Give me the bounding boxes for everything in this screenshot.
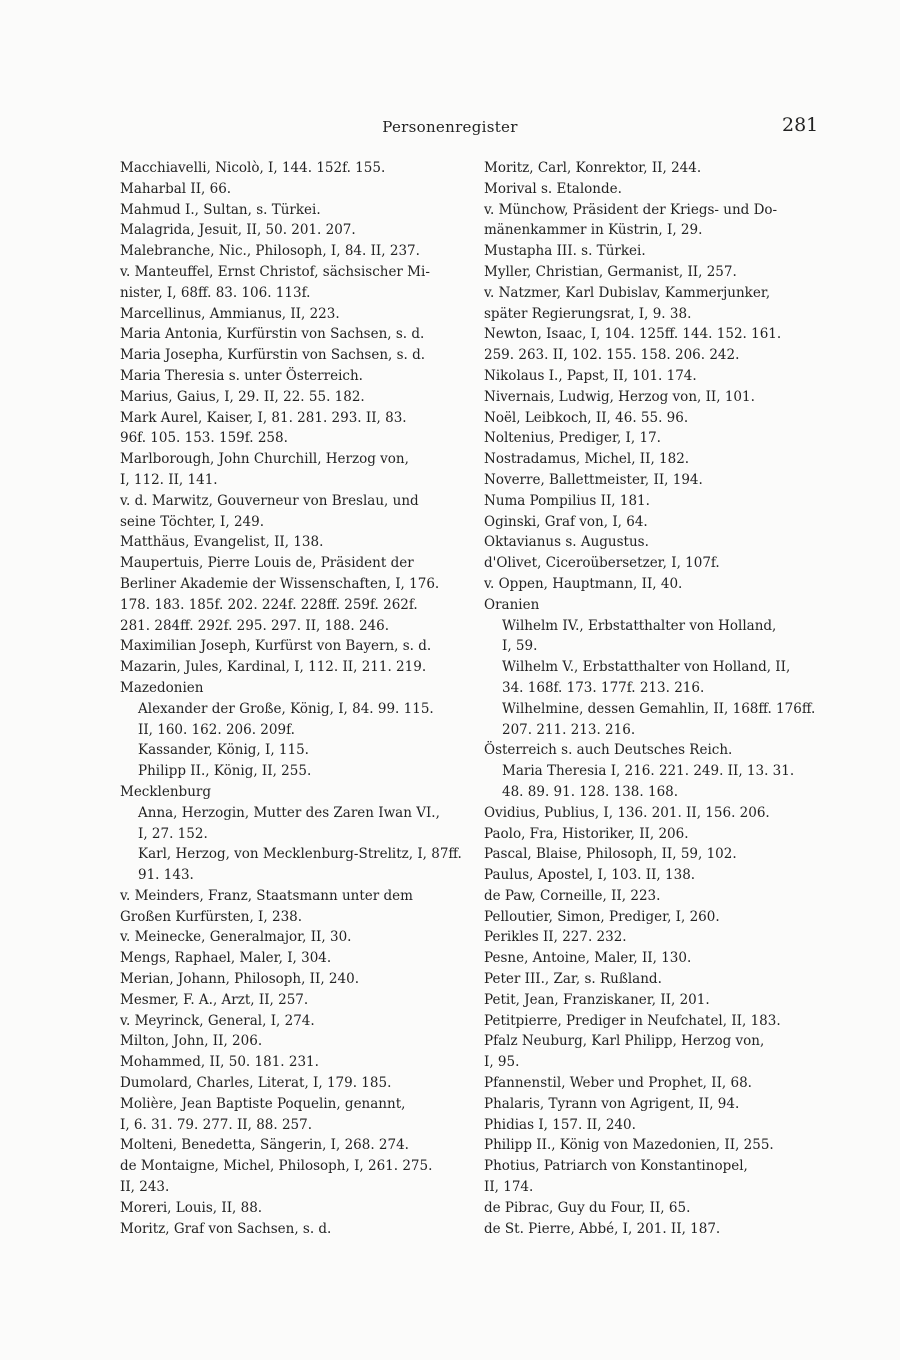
entry-continuation: später Regierungsrat, I, 9. 38.: [484, 305, 692, 322]
entry-text: Pfalz Neuburg, Karl Philipp, Herzog von,: [484, 1033, 765, 1050]
entry-text: de Montaigne, Michel, Philosoph, I, 261. 275.: [120, 1158, 433, 1175]
entry-continuation: 48. 89. 91. 128. 138. 168.: [502, 783, 679, 800]
entry-continuation: 178. 183. 185f. 202. 224f. 228ff. 259f. 262f.: [120, 596, 418, 613]
entry-text: v. Meyrinck, General, I, 274.: [120, 1012, 315, 1029]
index-entry: [484, 408, 814, 429]
index-entry: [120, 408, 470, 450]
entry-text: d'Olivet, Ciceroübersetzer, I, 107f.: [484, 555, 720, 572]
index-entry: [120, 158, 470, 179]
index-entry: [120, 678, 470, 699]
index-subentry: [120, 699, 470, 741]
index-entry: [484, 1011, 814, 1032]
index-entry: [120, 636, 470, 657]
entry-text: Moritz, Graf von Sachsen, s. d.: [120, 1220, 332, 1237]
index-entry: [120, 1219, 470, 1240]
entry-text: Wilhelm IV., Erbstatthalter von Holland,: [502, 617, 777, 634]
entry-text: Philipp II., König von Mazedonien, II, 255.: [484, 1137, 774, 1154]
index-entry: [120, 304, 470, 325]
entry-text: Noverre, Ballettmeister, II, 194.: [484, 471, 703, 488]
index-entry: [484, 574, 814, 595]
entry-text: Noltenius, Prediger, I, 17.: [484, 430, 661, 447]
entry-text: Mahmud I., Sultan, s. Türkei.: [120, 201, 321, 218]
index-entry: [484, 927, 814, 948]
index-entry: [484, 491, 814, 512]
entry-continuation: Berliner Akademie der Wissenschaften, I, 176.: [120, 575, 440, 592]
index-entry: [484, 907, 814, 928]
entry-text: Mesmer, F. A., Arzt, II, 257.: [120, 991, 309, 1008]
index-entry: [484, 241, 814, 262]
entry-text: Merian, Johann, Philosoph, II, 240.: [120, 971, 359, 988]
index-entry: [120, 366, 470, 387]
entry-text: Maupertuis, Pierre Louis de, Präsident der: [120, 555, 414, 572]
entry-continuation: I, 27. 152.: [138, 825, 208, 842]
index-entry: [120, 1135, 470, 1156]
index-entry: [120, 1011, 470, 1032]
index-column-left: [120, 158, 470, 1239]
page-number: 281: [782, 114, 819, 136]
entry-text: Photius, Patriarch von Konstantinopel,: [484, 1158, 748, 1175]
index-subentry: [120, 740, 470, 761]
index-entry: [484, 824, 814, 845]
index-entry: [484, 449, 814, 470]
index-entry: [484, 200, 814, 242]
entry-text: Phidias I, 157. II, 240.: [484, 1116, 636, 1133]
index-entry: [120, 532, 470, 553]
entry-text: Macchiavelli, Nicolò, I, 144. 152f. 155.: [120, 160, 386, 176]
index-entry: [484, 366, 814, 387]
index-entry: [484, 532, 814, 553]
entry-continuation: mänenkammer in Küstrin, I, 29.: [484, 222, 703, 239]
entry-text: v. d. Marwitz, Gouverneur von Breslau, und: [120, 492, 419, 509]
entry-text: Mark Aurel, Kaiser, I, 81. 281. 293. II, 83.: [120, 409, 407, 426]
entry-text: Matthäus, Evangelist, II, 138.: [120, 534, 324, 551]
entry-text: Petit, Jean, Franziskaner, II, 201.: [484, 991, 710, 1008]
index-entry: [484, 886, 814, 907]
entry-text: v. Oppen, Hauptmann, II, 40.: [484, 575, 683, 592]
entry-continuation: II, 243.: [120, 1179, 170, 1196]
index-entry: [120, 179, 470, 200]
entry-text: Marius, Gaius, I, 29. II, 22. 55. 182.: [120, 388, 365, 405]
entry-text: Nivernais, Ludwig, Herzog von, II, 101.: [484, 388, 755, 405]
entry-text: Oginski, Graf von, I, 64.: [484, 513, 648, 530]
index-entry: [120, 782, 470, 803]
entry-text: Maharbal II, 66.: [120, 180, 232, 197]
entry-text: Maria Theresia s. unter Österreich.: [120, 367, 363, 384]
entry-text: Myller, Christian, Germanist, II, 257.: [484, 263, 737, 280]
index-entry: [484, 990, 814, 1011]
entry-text: Moritz, Carl, Konrektor, II, 244.: [484, 160, 702, 176]
entry-text: Mengs, Raphael, Maler, I, 304.: [120, 950, 332, 967]
entry-text: Mustapha III. s. Türkei.: [484, 243, 646, 260]
entry-continuation: II, 160. 162. 206. 209f.: [138, 721, 295, 738]
entry-text: Noël, Leibkoch, II, 46. 55. 96.: [484, 409, 689, 426]
index-entry: [120, 1052, 470, 1073]
entry-continuation: 34. 168f. 173. 177f. 213. 216.: [502, 679, 705, 696]
index-entry: [484, 324, 814, 366]
entry-continuation: 207. 211. 213. 216.: [502, 721, 636, 738]
entry-continuation: Großen Kurfürsten, I, 238.: [120, 908, 303, 925]
index-entry: [484, 1031, 814, 1073]
entry-continuation: I, 6. 31. 79. 277. II, 88. 257.: [120, 1116, 313, 1133]
index-entry: [484, 740, 814, 761]
index-entry: [120, 200, 470, 221]
entry-text: Philipp II., König, II, 255.: [138, 763, 312, 780]
index-subentry: [484, 699, 814, 741]
index-entry: [484, 803, 814, 824]
index-entry: [484, 387, 814, 408]
entry-continuation: 96f. 105. 153. 159f. 258.: [120, 430, 288, 447]
index-entry: [484, 1115, 814, 1136]
entry-text: Oranien: [484, 596, 540, 613]
index-entry: [484, 262, 814, 283]
entry-continuation: I, 59.: [502, 638, 538, 655]
entry-text: de Paw, Corneille, II, 223.: [484, 887, 661, 904]
entry-text: Oktavianus s. Augustus.: [484, 534, 649, 551]
entry-text: Maria Josepha, Kurfürstin von Sachsen, s. d.: [120, 347, 426, 364]
entry-text: Mazarin, Jules, Kardinal, I, 112. II, 211. 219.: [120, 659, 427, 676]
entry-text: Ovidius, Publius, I, 136. 201. II, 156. 206.: [484, 804, 770, 821]
index-subentry: [484, 657, 814, 699]
index-subentry: [484, 616, 814, 658]
entry-continuation: 91. 143.: [138, 867, 194, 884]
entry-text: Pelloutier, Simon, Prediger, I, 260.: [484, 908, 720, 925]
entry-text: Petitpierre, Prediger in Neufchatel, II, 183.: [484, 1012, 781, 1029]
index-entry: [484, 1094, 814, 1115]
index-entry: [484, 283, 814, 325]
index-entry: [484, 1156, 814, 1198]
entry-text: Alexander der Große, König, I, 84. 99. 115.: [138, 700, 434, 717]
entry-text: Paulus, Apostel, I, 103. II, 138.: [484, 867, 696, 884]
index-entry: [484, 512, 814, 533]
entry-text: Pfannenstil, Weber und Prophet, II, 68.: [484, 1075, 752, 1092]
entry-text: Mohammed, II, 50. 181. 231.: [120, 1054, 319, 1071]
entry-continuation: 281. 284ff. 292f. 295. 297. II, 188. 246.: [120, 617, 390, 634]
entry-text: Molteni, Benedetta, Sängerin, I, 268. 274.: [120, 1137, 409, 1154]
entry-text: Nikolaus I., Papst, II, 101. 174.: [484, 367, 697, 384]
index-entry: [484, 470, 814, 491]
entry-text: Marcellinus, Ammianus, II, 223.: [120, 305, 340, 322]
entry-text: Malagrida, Jesuit, II, 50. 201. 207.: [120, 222, 356, 239]
entry-text: Wilhelm V., Erbstatthalter von Holland, II,: [502, 659, 791, 676]
index-entry: [120, 886, 470, 928]
index-entry: [120, 449, 470, 491]
entry-text: Wilhelmine, dessen Gemahlin, II, 168ff. 176ff.: [502, 700, 816, 717]
index-entry: [120, 969, 470, 990]
entry-text: Pascal, Blaise, Philosoph, II, 59, 102.: [484, 846, 737, 863]
index-entry: [120, 1094, 470, 1136]
index-entry: [484, 844, 814, 865]
index-entry: [120, 1198, 470, 1219]
entry-text: Moreri, Louis, II, 88.: [120, 1199, 263, 1216]
index-entry: [484, 969, 814, 990]
entry-text: Perikles II, 227. 232.: [484, 929, 627, 946]
index-entry: [484, 865, 814, 886]
index-entry: [120, 1031, 470, 1052]
index-entry: [484, 1198, 814, 1219]
entry-text: Mecklenburg: [120, 783, 211, 800]
entry-continuation: I, 95.: [484, 1054, 520, 1071]
index-entry: [120, 324, 470, 345]
entry-text: v. Manteuffel, Ernst Christof, sächsischer Mi-: [120, 263, 430, 280]
index-entry: [484, 1135, 814, 1156]
entry-text: v. Natzmer, Karl Dubislav, Kammerjunker,: [484, 284, 771, 301]
entry-continuation: nister, I, 68ff. 83. 106. 113f.: [120, 284, 311, 301]
entry-text: de St. Pierre, Abbé, I, 201. II, 187.: [484, 1220, 721, 1237]
index-column-right: [484, 158, 814, 1239]
index-entry: [120, 491, 470, 533]
index-entry: [120, 345, 470, 366]
index-entry: [120, 262, 470, 304]
entry-text: v. Münchow, Präsident der Kriegs- und Do-: [484, 201, 778, 218]
entry-text: Molière, Jean Baptiste Poquelin, genannt,: [120, 1095, 406, 1112]
index-entry: [120, 657, 470, 678]
index-subentry: [484, 761, 814, 803]
entry-text: Anna, Herzogin, Mutter des Zaren Iwan VI.,: [138, 804, 440, 821]
entry-text: Nostradamus, Michel, II, 182.: [484, 451, 690, 468]
index-entry: [120, 990, 470, 1011]
entry-continuation: II, 174.: [484, 1179, 534, 1196]
entry-text: v. Meinders, Franz, Staatsmann unter dem: [120, 887, 413, 904]
entry-text: Morival s. Etalonde.: [484, 180, 622, 197]
entry-text: Peter III., Zar, s. Rußland.: [484, 971, 662, 988]
index-entry: [120, 1156, 470, 1198]
index-entry: [120, 1073, 470, 1094]
entry-continuation: 259. 263. II, 102. 155. 158. 206. 242.: [484, 347, 740, 364]
entry-text: Malebranche, Nic., Philosoph, I, 84. II, 237.: [120, 243, 420, 260]
entry-text: Pesne, Antoine, Maler, II, 130.: [484, 950, 692, 967]
entry-text: Phalaris, Tyrann von Agrigent, II, 94.: [484, 1095, 740, 1112]
entry-text: de Pibrac, Guy du Four, II, 65.: [484, 1199, 691, 1216]
index-entry: [484, 553, 814, 574]
entry-continuation: I, 112. II, 141.: [120, 471, 218, 488]
index-entry: [484, 179, 814, 200]
entry-text: Newton, Isaac, I, 104. 125ff. 144. 152. 161.: [484, 326, 782, 343]
entry-text: Maria Antonia, Kurfürstin von Sachsen, s. d.: [120, 326, 425, 343]
index-entry: [484, 948, 814, 969]
index-entry: [484, 428, 814, 449]
index-entry: [120, 241, 470, 262]
entry-text: Milton, John, II, 206.: [120, 1033, 263, 1050]
running-head: Personenregister: [382, 118, 518, 136]
entry-text: v. Meinecke, Generalmajor, II, 30.: [120, 929, 352, 946]
index-entry: [120, 927, 470, 948]
entry-text: Kassander, König, I, 115.: [138, 742, 309, 759]
index-entry: [484, 595, 814, 616]
entry-text: Numa Pompilius II, 181.: [484, 492, 650, 509]
entry-continuation: seine Töchter, I, 249.: [120, 513, 265, 530]
index-entry: [120, 387, 470, 408]
entry-text: Maximilian Joseph, Kurfürst von Bayern, s. d.: [120, 638, 432, 655]
entry-text: Dumolard, Charles, Literat, I, 179. 185.: [120, 1075, 392, 1092]
entry-text: Marlborough, John Churchill, Herzog von,: [120, 451, 409, 468]
index-entry: [484, 158, 814, 179]
index-entry: [484, 1219, 814, 1240]
index-entry: [120, 948, 470, 969]
entry-text: Österreich s. auch Deutsches Reich.: [484, 742, 733, 759]
index-entry: [120, 553, 470, 636]
entry-text: Paolo, Fra, Historiker, II, 206.: [484, 825, 689, 842]
entry-text: Maria Theresia I, 216. 221. 249. II, 13. 31.: [502, 763, 795, 780]
entry-text: Karl, Herzog, von Mecklenburg-Strelitz, I, 87ff.: [138, 846, 462, 863]
index-entry: [120, 220, 470, 241]
entry-text: Mazedonien: [120, 679, 204, 696]
index-subentry: [120, 761, 470, 782]
index-entry: [484, 1073, 814, 1094]
index-subentry: [120, 844, 470, 886]
index-subentry: [120, 803, 470, 845]
